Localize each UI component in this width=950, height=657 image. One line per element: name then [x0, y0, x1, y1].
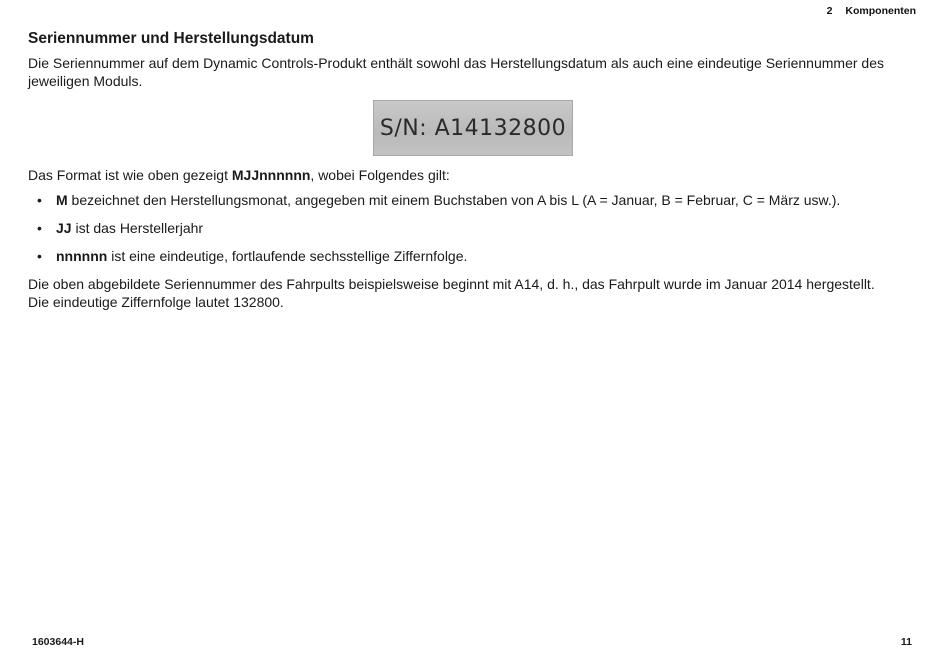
definition-term: nnnnnn: [56, 248, 108, 264]
list-item: [28, 247, 888, 265]
list-item: [28, 191, 888, 209]
serial-number-label-photo: [373, 100, 573, 156]
definition-text: bezeichnet den Herstellungsmonat, angegeben mit einem Buchstaben von A bis L (A = Januar, B = Februar, C = März usw.).: [67, 192, 841, 208]
format-suffix: , wobei Folgendes gilt:: [310, 167, 450, 183]
page-number: 11: [900, 636, 912, 648]
intro-paragraph: Die Seriennummer auf dem Dynamic Controls-Produkt enthält sowohl das Herstellungsdatum als auch eine eindeutige Seriennummer des jeweiligen Moduls.: [28, 55, 884, 89]
bullet-icon: •: [37, 220, 42, 236]
definition-list: [28, 191, 888, 265]
bullet-icon: •: [37, 192, 42, 208]
format-code: MJJnnnnnn: [231, 167, 311, 183]
definition-text: ist eine eindeutige, fortlaufende sechsstellige Ziffernfolge.: [107, 248, 468, 264]
list-item: [28, 219, 888, 237]
bullet-icon: •: [37, 248, 42, 264]
chapter-number: 2: [826, 5, 833, 17]
serial-number-label-text: S/N: A14132800: [379, 115, 567, 141]
format-prefix: Das Format ist wie oben gezeigt: [28, 167, 232, 183]
chapter-title: Komponenten: [845, 5, 916, 17]
format-paragraph: [28, 166, 888, 184]
page-header: [827, 5, 916, 17]
page-content: [28, 30, 888, 311]
definition-term: M: [56, 192, 68, 208]
section-title: Seriennummer und Herstellungsdatum: [28, 30, 314, 47]
document-number: 1603644-H: [32, 636, 84, 648]
example-paragraph: Die oben abgebildete Seriennummer des Fahrpults beispielsweise beginnt mit A14, d. h., das Fahrpult wurde im Januar 2014 hergestellt. Die eindeutige Ziffernfolge lautet 132800.: [28, 276, 875, 310]
definition-term: JJ: [56, 220, 72, 236]
definition-text: ist das Herstellerjahr: [71, 220, 204, 236]
